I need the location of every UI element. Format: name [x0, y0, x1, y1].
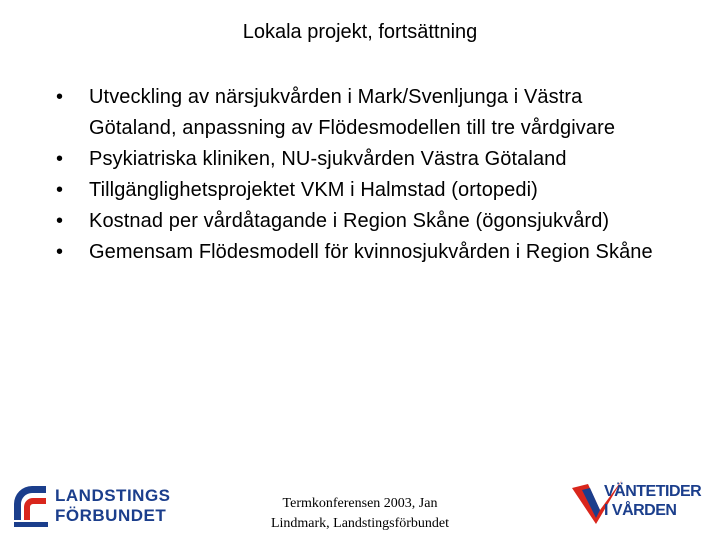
bullet-dot: • [56, 86, 64, 108]
landstingsforbundet-logo-icon [14, 484, 50, 528]
bullet-item [55, 175, 665, 206]
bullet-dot: • [56, 210, 64, 232]
bullet-text: Kostnad per vårdåtagande i Region Skåne (ögonsjukvård) [89, 210, 610, 232]
footer-credit [250, 494, 470, 534]
bullet-text: Psykiatriska kliniken, NU-sjukvården Västra Götaland [89, 148, 567, 170]
bullet-dot: • [56, 179, 64, 201]
logo-right-line1: VÄNTETIDER [604, 483, 702, 500]
bullet-dot: • [56, 148, 64, 170]
bullet-text: Utveckling av närsjukvården i Mark/Svenljunga i Västra Götaland, anpassning av Flödesmodellen till tre vårdgivare [89, 86, 616, 139]
bullet-item [55, 237, 665, 268]
bullet-text: Tillgänglighetsprojektet VKM i Halmstad (ortopedi) [89, 179, 538, 201]
vantetider-logo [572, 480, 708, 528]
footer-line-1: Termkonferensen 2003, Jan [282, 496, 438, 511]
landstingsforbundet-logo [14, 484, 171, 528]
footer-line-2: Lindmark, Landstingsförbundet [270, 516, 450, 531]
bullet-text: Gemensam Flödesmodell för kvinnosjukvården i Region Skåne [89, 241, 653, 263]
bullet-list [55, 82, 665, 268]
bullet-item [55, 144, 665, 175]
bullet-dot: • [56, 241, 64, 263]
bullet-item [55, 82, 665, 144]
bullet-item [55, 206, 665, 237]
logo-right-line2: I VÅRDEN [604, 502, 677, 519]
logo-left-line1: LANDSTINGS [55, 486, 171, 505]
logo-left-line2: FÖRBUNDET [55, 506, 167, 525]
slide-title: Lokala projekt, fortsättning [242, 21, 478, 43]
